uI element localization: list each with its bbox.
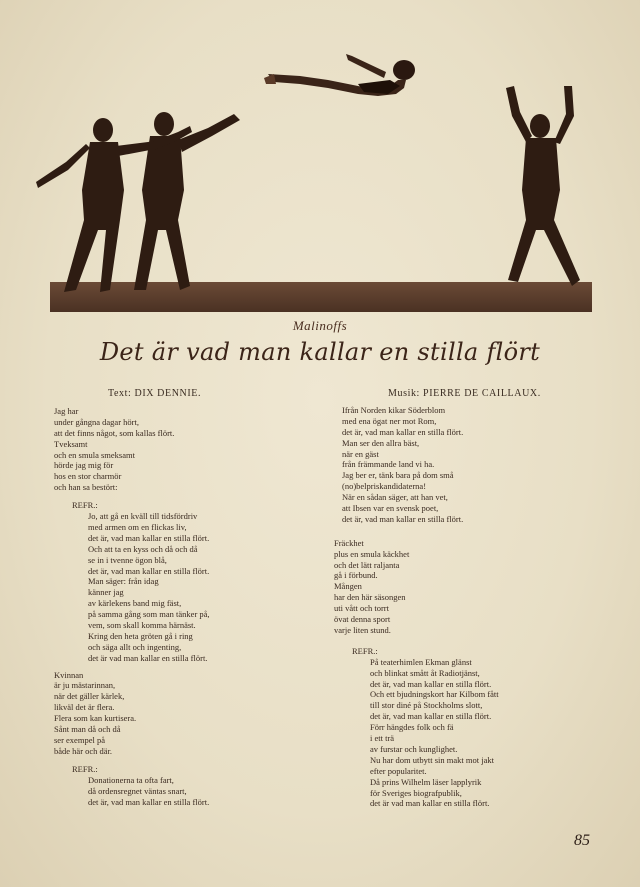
flying-dancer [264, 54, 415, 96]
song-title: Det är vad man kallar en stilla flört [99, 338, 541, 366]
lyric-line: med ena ögat ner mot Rom, [342, 415, 437, 426]
lyric-line: Förr hängdes folk och fä [370, 722, 454, 733]
lyric-line: Tveksamt [54, 438, 88, 449]
lyric-line: det är vad man kallar en stilla flört. [370, 798, 490, 809]
lyric-line: är ju mästarinnan, [54, 680, 116, 691]
lyric-line: hörde jag mig för [54, 460, 114, 471]
lyric-line: från främmande land vi ha. [342, 459, 435, 470]
lyric-line: av kärlekens band mig fäst, [88, 598, 182, 609]
lyric-line: Kvinnan [54, 669, 84, 680]
lyric-line: Och att ta en kyss och då och då [88, 543, 198, 554]
text-credit: Text: DIX DENNIE. [108, 388, 202, 399]
lyric-line: det är, vad man kallar en stilla flört. [88, 532, 210, 543]
verse-3 [338, 405, 598, 525]
lyric-line: och han sa bestört: [54, 482, 118, 493]
lyrics-right-column [334, 405, 598, 809]
lyric-line: av furstar och kunglighet. [370, 743, 458, 754]
music-credit: Musik: PIERRE DE CAILLAUX. [388, 388, 541, 399]
lyric-line: Jag ber er, tänk bara på dom små [342, 470, 454, 481]
refrain-1 [54, 511, 304, 663]
lyric-line: i ett trä [370, 733, 395, 744]
lyric-line: det är, vad man kallar en stilla flört. [342, 426, 464, 437]
lyric-line: Då prins Wilhelm läser lapplyrik [370, 776, 482, 787]
lyric-line: att det finns något, som kallas flört. [54, 427, 175, 438]
lyric-line: både här och där. [54, 745, 113, 756]
lyric-line: Fräckhet [334, 537, 364, 548]
lyric-line: det är, vad man kallar en stilla flört. [370, 711, 492, 722]
lyric-line: övat denna sport [334, 614, 391, 625]
lyric-line: På teaterhimlen Ekman glänst [370, 656, 472, 667]
lyric-line: Kring den heta gröten gå i ring [88, 630, 193, 641]
verse-1 [54, 406, 304, 493]
lyric-line: att Ibsen var en svensk poet, [342, 503, 439, 514]
lyric-line: se in i tvenne ögon blå, [88, 554, 167, 565]
lyric-line: efter popularitet. [370, 765, 427, 776]
lyric-line: Jag har [54, 406, 79, 416]
lyric-line: på samma gång som man tänker på, [88, 609, 210, 620]
lyric-line: till stor diné på Stockholms slott, [370, 700, 483, 711]
lyric-line: under gångna dagar hört, [54, 416, 139, 427]
lyric-line: uti vått och torrt [334, 603, 390, 614]
lyric-line: för Sveriges biografpublik, [370, 787, 462, 798]
lyric-line: likväl det är flera. [54, 702, 115, 713]
lyric-line: (no)belpriskandidaterna! [342, 481, 427, 492]
lyric-line: och säga allt och ingenting, [88, 641, 182, 652]
lyric-line: varje liten stund. [334, 624, 391, 635]
lyric-line: Donationerna ta ofta fart, [88, 774, 174, 785]
lyric-line: hos en stor charmör [54, 471, 122, 482]
lyric-line: Ifrån Norden kikar Söderblom [342, 405, 446, 415]
lyric-line: gå i förbund. [334, 570, 378, 581]
verse-2 [54, 670, 304, 757]
lyric-line: då ordensregnet väntas snart, [88, 785, 187, 796]
lyric-line: och det lätt raljanta [334, 559, 400, 570]
lyric-line: Sånt man då och då [54, 724, 121, 735]
lyric-line: har den här säsongen [334, 592, 406, 603]
lyric-line: Man säger: från idag [88, 576, 159, 587]
lyric-line: det är vad man kallar en stilla flört. [88, 652, 208, 663]
lyric-line: det är, vad man kallar en stilla flört. [88, 565, 210, 576]
right-dancer [506, 86, 580, 286]
lyrics-left-column [54, 406, 304, 807]
lyric-line: Man ser den allra bäst, [342, 437, 420, 448]
dancers-photo [28, 40, 598, 312]
lyric-line: Nu har dom utbytt sin makt mot jakt [370, 754, 494, 765]
refrain-2 [54, 775, 304, 808]
lyric-line: Och ett bjudningskort har Kilbom fått [370, 689, 499, 700]
lyric-line: och blinkat smått åt Radiotjänst, [370, 667, 480, 678]
lyric-line: ser exempel på [54, 734, 105, 745]
lyric-line: det är, vad man kallar en stilla flört. [88, 796, 210, 807]
lyric-line: plus en smula käckhet [334, 548, 410, 559]
lyric-line: Flera som kan kurtisera. [54, 713, 137, 724]
lyric-line: när det gäller kärlek, [54, 691, 125, 702]
brand-name: Malinoffs [292, 318, 348, 333]
refrain-3 [338, 657, 598, 809]
lyric-line: det är, vad man kallar en stilla flört. [370, 678, 492, 689]
refrain-label: REFR.: [72, 763, 98, 774]
lyric-line: och en smula smeksamt [54, 449, 135, 460]
lyric-line: vem, som skall komma härnäst. [88, 620, 196, 631]
lyric-line: När en sådan säger, att han vet, [342, 492, 448, 503]
verse-4 [334, 538, 598, 636]
lyric-line: det är, vad man kallar en stilla flört. [342, 513, 464, 524]
lyric-line: känner jag [88, 587, 124, 598]
stage-floor [50, 282, 592, 312]
refrain-label: REFR.: [72, 500, 98, 511]
refrain-label: REFR.: [352, 645, 378, 656]
page-number: 85 [574, 832, 590, 849]
lyric-line: Jo, att gå en kväll till tidsfördriv [88, 511, 198, 522]
lyric-line: med armen om en flickas liv, [88, 522, 187, 533]
lyric-line: Mången [334, 581, 362, 592]
lyric-line: när en gäst [342, 448, 379, 459]
left-dancer-2 [134, 112, 240, 290]
